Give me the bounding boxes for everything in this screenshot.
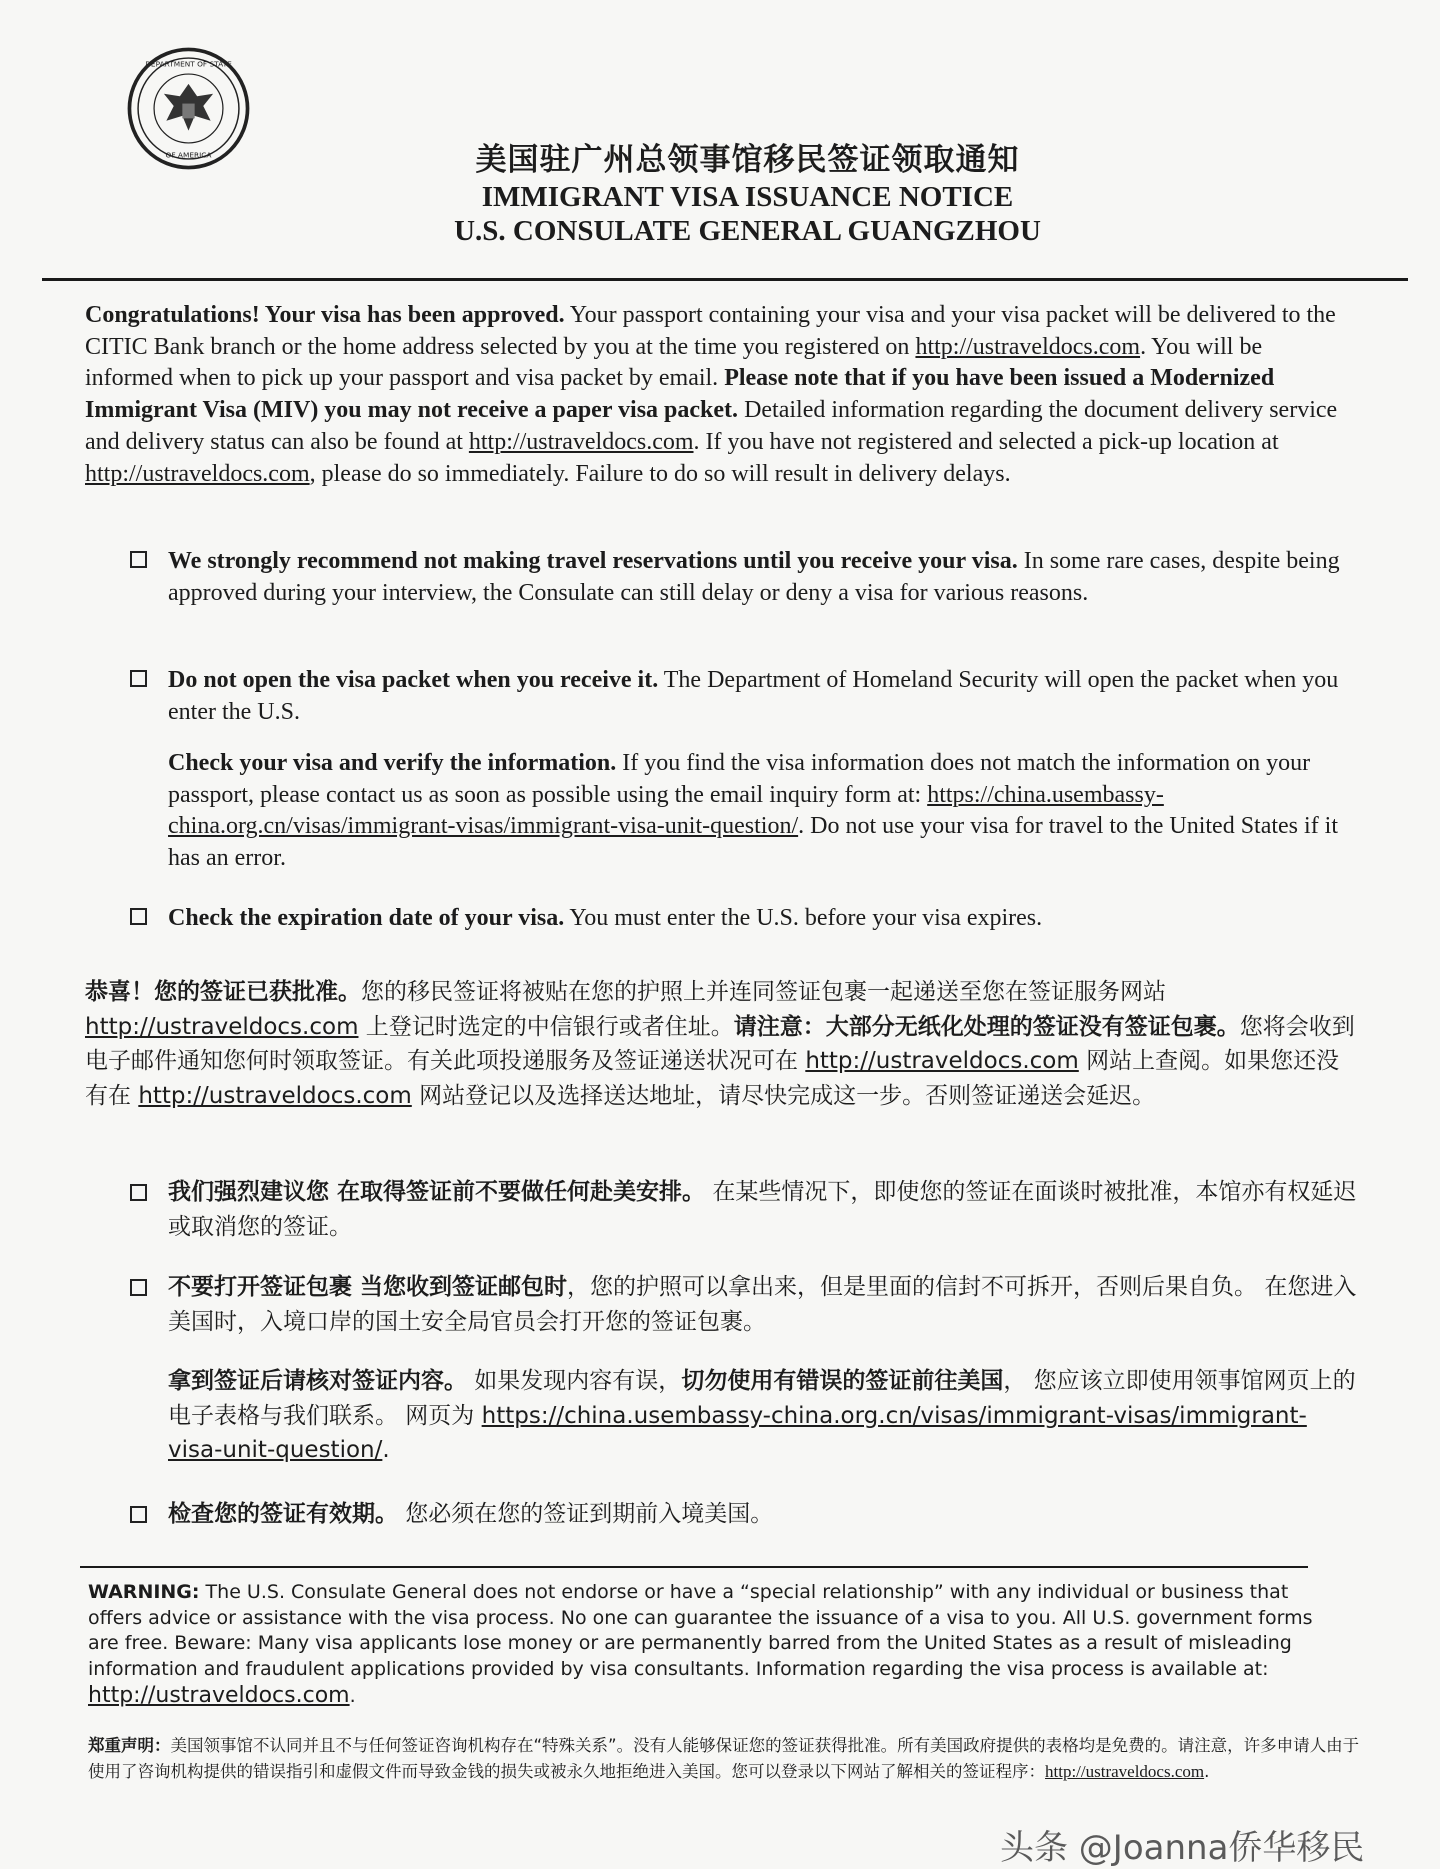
item-text: In some rare cases, despite being approved during your interview, the Consulate can still delay or deny a visa for various reasons. bbox=[168, 548, 1340, 606]
inquiry-form-link[interactable]: https://china.usembassy-china.org.cn/visas/immigrant-visas/immigrant-visa-unit-question/ bbox=[168, 781, 1164, 839]
verify-visa-paragraph-cn bbox=[168, 1364, 1358, 1468]
warning-label: WARNING: bbox=[88, 1581, 200, 1603]
checkbox[interactable] bbox=[130, 1506, 147, 1523]
intro-text-cn-1: 您的移民签证将被贴在您的护照上并连同签证包裹一起递送至您在签证服务网站 bbox=[361, 979, 1166, 1005]
intro-text-4: . If you have not registered and selected a pick-up location at bbox=[693, 428, 1279, 455]
ustraveldocs-link[interactable]: http://ustraveldocs.com bbox=[1045, 1762, 1205, 1781]
svg-text:OF AMERICA: OF AMERICA bbox=[165, 150, 212, 160]
item-text: You must enter the U.S. before your visa expires. bbox=[564, 905, 1043, 931]
item-heading: We strongly recommend not making travel reservations until you receive your visa. bbox=[168, 548, 1018, 574]
ustraveldocs-link[interactable]: http://ustraveldocs.com bbox=[805, 1048, 1079, 1074]
intro-text-cn-3: 您将会收到电子邮件通知您何时领取签证。有关此项投递服务及签证递送状况可在 bbox=[85, 1013, 1355, 1074]
warning-paragraph bbox=[88, 1580, 1318, 1710]
item-heading: Do not open the visa packet when you receive it. bbox=[168, 667, 659, 693]
intro-text-cn-5: 网站登记以及选择送达地址，请尽快完成这一步。否则签证递送会延迟。 bbox=[411, 1082, 1156, 1109]
item-text: 您必须在您的签证到期前入境美国。 bbox=[398, 1501, 774, 1527]
verify-text-end: . Do not use your visa for travel to the United States if it has an error. bbox=[168, 813, 1339, 871]
warning-paragraph-cn bbox=[88, 1733, 1368, 1785]
intro-text-3: Detailed information regarding the document delivery service and delivery status can also be found at bbox=[85, 397, 1338, 455]
english-intro-paragraph bbox=[85, 300, 1355, 490]
source-watermark: 头条 @Joanna侨华移民 bbox=[1000, 1828, 1365, 1868]
approval-heading-cn: 恭喜！您的签证已获批准。 bbox=[85, 979, 361, 1005]
warning-divider bbox=[80, 1566, 1308, 1568]
verify-warning: 切勿使用有错误的签证前往美国 bbox=[681, 1368, 1004, 1394]
ustraveldocs-link[interactable]: http://ustraveldocs.com bbox=[85, 460, 310, 487]
verify-visa-paragraph bbox=[168, 748, 1358, 874]
title-english-line2: U.S. CONSULATE GENERAL GUANGZHOU bbox=[454, 215, 1041, 247]
item-heading: 我们强烈建议您 在取得签证前不要做任何赴美安排。 bbox=[168, 1179, 706, 1205]
verify-text: If you find the visa information does not match the information on your passport, please contact us as soon as possible using the email inquiry form at: bbox=[168, 750, 1311, 808]
verify-text-2: ， 您应该立即使用领事馆网页上的电子表格与我们联系。 网页为 bbox=[168, 1368, 1356, 1429]
ustraveldocs-link[interactable]: http://ustraveldocs.com bbox=[138, 1082, 412, 1109]
notice-title bbox=[0, 140, 1440, 248]
ustraveldocs-link[interactable]: http://ustraveldocs.com bbox=[915, 333, 1141, 360]
warning-text: The U.S. Consulate General does not endorse or have a “special relationship” with any individual or business that offers advice or assistance with the visa process. No one can guarantee the issuance of a visa to you. All U.S. government forms are free. Beware: Many visa applicants lose money or are permanently barred from the United States as a result of misleading information and fraudulent applications provided by visa consultants. Information regarding the visa process is available at: bbox=[88, 1581, 1313, 1681]
warning-end-cn: . bbox=[1204, 1762, 1210, 1781]
ustraveldocs-link[interactable]: http://ustraveldocs.com bbox=[85, 1013, 359, 1040]
inquiry-form-link[interactable]: https://china.usembassy-china.org.cn/visas/immigrant-visas/immigrant-visa-unit-question/ bbox=[168, 1402, 1307, 1463]
item-heading: Check the expiration date of your visa. bbox=[168, 905, 565, 931]
paperless-notice-cn: 请注意：大部分无纸化处理的签证没有签证包裹。 bbox=[733, 1013, 1240, 1040]
verify-heading: 拿到签证后请核对签证内容。 bbox=[168, 1368, 467, 1394]
checkbox[interactable] bbox=[130, 670, 147, 687]
item-heading: 检查您的签证有效期。 bbox=[168, 1501, 398, 1527]
item-text: The Department of Homeland Security will open the packet when you enter the U.S. bbox=[168, 667, 1339, 725]
checkbox[interactable] bbox=[130, 551, 147, 568]
checkbox[interactable] bbox=[130, 1184, 147, 1201]
miv-notice: Please note that if you have been issued a Modernized Immigrant Visa (MIV) you may not receive a paper visa packet. bbox=[85, 365, 1275, 424]
item-text: 在某些情况下，即使您的签证在面谈时被批准，本馆亦有权延迟或取消您的签证。 bbox=[168, 1179, 1357, 1240]
checkbox[interactable] bbox=[130, 1279, 147, 1296]
title-chinese: 美国驻广州总领事馆移民签证领取通知 bbox=[475, 142, 1020, 177]
approval-heading: Congratulations! Your visa has been approved. bbox=[85, 302, 565, 328]
intro-text-1: Your passport containing your visa and your visa packet will be delivered to the CITIC Bank branch or the home address selected by you at the time you registered on bbox=[85, 302, 1336, 360]
intro-text-cn-2: 上登记时选定的中信银行或者住址。 bbox=[358, 1013, 734, 1040]
warning-text-cn: 美国领事馆不认同并且不与任何签证咨询机构存在“特殊关系”。没有人能够保证您的签证获得批准。所有美国政府提供的表格均是免费的。请注意，许多申请人由于使用了咨询机构提供的错误指引和虚假文件而导致金钱的损失或被永久地拒绝进入美国。您可以登录以下网站了解相关的签证程序： bbox=[88, 1736, 1360, 1781]
intro-text-2: . You will be informed when to pick up your passport and visa packet by email. bbox=[85, 333, 1263, 392]
intro-text-cn-4: 网站上查阅。如果您还没有在 bbox=[85, 1048, 1340, 1109]
warning-end: . bbox=[349, 1684, 356, 1707]
verify-text-end: . bbox=[382, 1437, 390, 1463]
item-heading: 不要打开签证包裹 当您收到签证邮包时 bbox=[168, 1274, 568, 1300]
intro-text-5: , please do so immediately. Failure to do so will result in delivery delays. bbox=[309, 460, 1011, 487]
verify-text: 如果发现内容有误， bbox=[467, 1368, 682, 1394]
warning-label-cn: 郑重声明： bbox=[88, 1736, 171, 1755]
ustraveldocs-link[interactable]: http://ustraveldocs.com bbox=[88, 1682, 350, 1708]
title-english-line1: IMMIGRANT VISA ISSUANCE NOTICE bbox=[481, 181, 1014, 213]
item-text: ，您的护照可以拿出来，但是里面的信封不可拆开，否则后果自负。 在您进入美国时，入境口岸的国土安全局官员会打开您的签证包裹。 bbox=[168, 1274, 1357, 1335]
chinese-intro-paragraph bbox=[85, 975, 1355, 1113]
checkbox[interactable] bbox=[130, 908, 147, 925]
header-divider bbox=[42, 278, 1408, 281]
verify-heading: Check your visa and verify the information. bbox=[168, 750, 617, 776]
svg-text:DEPARTMENT OF STATE: DEPARTMENT OF STATE bbox=[145, 59, 232, 69]
ustraveldocs-link[interactable]: http://ustraveldocs.com bbox=[468, 428, 694, 455]
